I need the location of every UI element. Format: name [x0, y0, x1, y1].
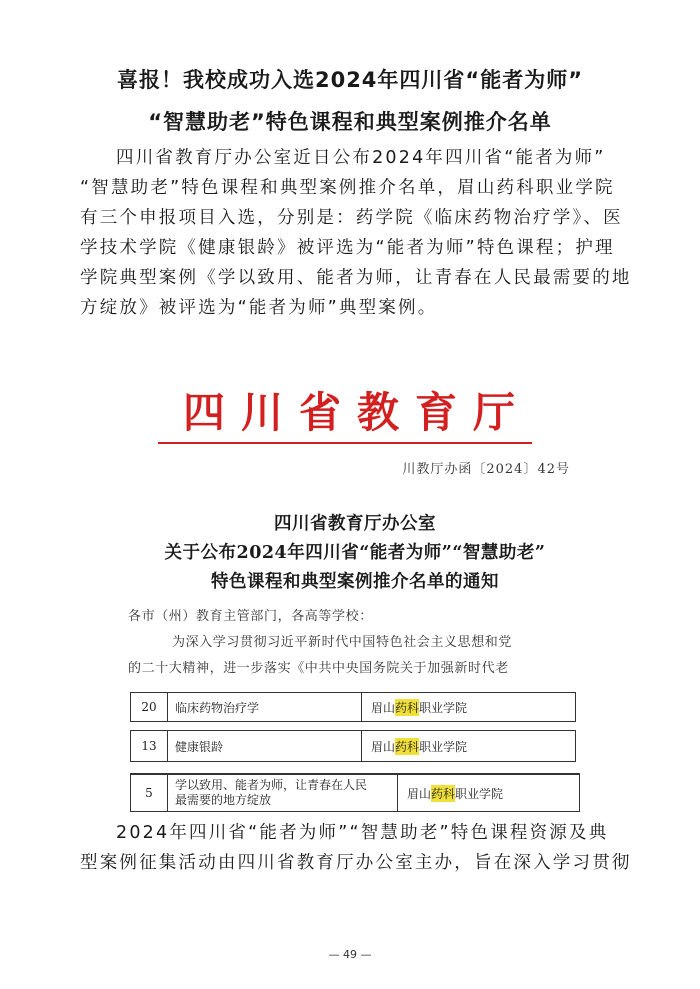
- school-prefix: 眉山: [407, 786, 432, 801]
- school-name: [371, 731, 467, 761]
- school-suffix: 职业学院: [419, 700, 468, 715]
- school-suffix: 职业学院: [419, 739, 468, 754]
- school-highlight: 药科: [395, 700, 420, 715]
- excerpt-table-row: [130, 730, 576, 762]
- row-number: 13: [141, 739, 157, 753]
- excerpt-table-row: [130, 692, 576, 722]
- course-name-text: 最需要的地方绽放: [175, 793, 272, 807]
- intro-line: 四川省教育厅办公室近日公布2024年四川省“能者为师”: [116, 148, 606, 168]
- intro-line: 学技术学院《健康银龄》被评选为“能者为师”特色课程；护理: [80, 238, 615, 258]
- course-name-text: 学以致用、能者为师，让青春在人民: [175, 778, 368, 792]
- intro-line: “智慧助老”特色课程和典型案例推介名单，眉山药科职业学院: [80, 178, 615, 198]
- intro-line: 学院典型案例《学以致用、能者为师，让青春在人民最需要的地: [80, 268, 632, 288]
- notice-title-line: 四川省教育厅办公室: [274, 514, 436, 534]
- excerpt-table-row: [130, 773, 580, 812]
- cell-divider: [167, 731, 168, 761]
- notice-body-line: 为深入学习贯彻习近平新时代中国特色社会主义思想和党: [172, 635, 513, 650]
- course-name: [175, 731, 223, 761]
- row-number: 5: [145, 786, 153, 800]
- school-highlight: 药科: [395, 739, 420, 754]
- intro-paragraph: [80, 143, 640, 323]
- course-name: [175, 775, 367, 811]
- school-prefix: 眉山: [371, 739, 396, 754]
- school-suffix: 职业学院: [455, 786, 504, 801]
- cell-divider: [167, 693, 168, 721]
- department-letterhead: 四川省教育厅: [182, 388, 531, 437]
- school-name: [407, 775, 503, 811]
- closing-line: 2024年四川省“能者为师”“智慧助老”特色课程资源及典: [116, 823, 609, 843]
- cell-divider: [361, 693, 362, 721]
- notice-body-line: 的二十大精神，进一步落实《中共中央国务院关于加强新时代老: [128, 661, 509, 676]
- school-prefix: 眉山: [371, 700, 396, 715]
- closing-line: 型案例征集活动由四川省教育厅办公室主办，旨在深入学习贯彻: [80, 853, 632, 873]
- row-number: 20: [141, 700, 157, 714]
- course-name-text: 健康银龄: [175, 739, 224, 754]
- cell-divider: [397, 775, 398, 811]
- course-name-text: 临床药物治疗学: [175, 700, 260, 715]
- cell-divider: [361, 731, 362, 761]
- school-highlight: 药科: [431, 786, 456, 801]
- intro-line: 有三个申报项目入选，分别是：药学院《临床药物治疗学》、医: [80, 208, 623, 228]
- intro-line: 方绽放》被评选为“能者为师”典型案例。: [80, 298, 438, 318]
- letterhead-red-rule: [158, 442, 532, 444]
- headline-line-1: 喜报！我校成功入选2024年四川省“能者为师”: [116, 68, 584, 92]
- school-name: [371, 693, 467, 721]
- notice-title-line: 关于公布2024年四川省“能者为师”“智慧助老”: [164, 543, 546, 563]
- closing-paragraph: [80, 818, 640, 878]
- cell-divider: [167, 775, 168, 811]
- page-number: — 49 —: [328, 948, 372, 961]
- notice-title-line: 特色课程和典型案例推介名单的通知: [211, 572, 499, 592]
- document-number: 川教厅办函〔2024〕42号: [402, 462, 570, 477]
- course-name: [175, 693, 259, 721]
- headline-line-2: “智慧助老”特色课程和典型案例推介名单: [148, 110, 552, 134]
- notice-addressee: 各市（州）教育主管部门，各高等学校：: [128, 609, 373, 624]
